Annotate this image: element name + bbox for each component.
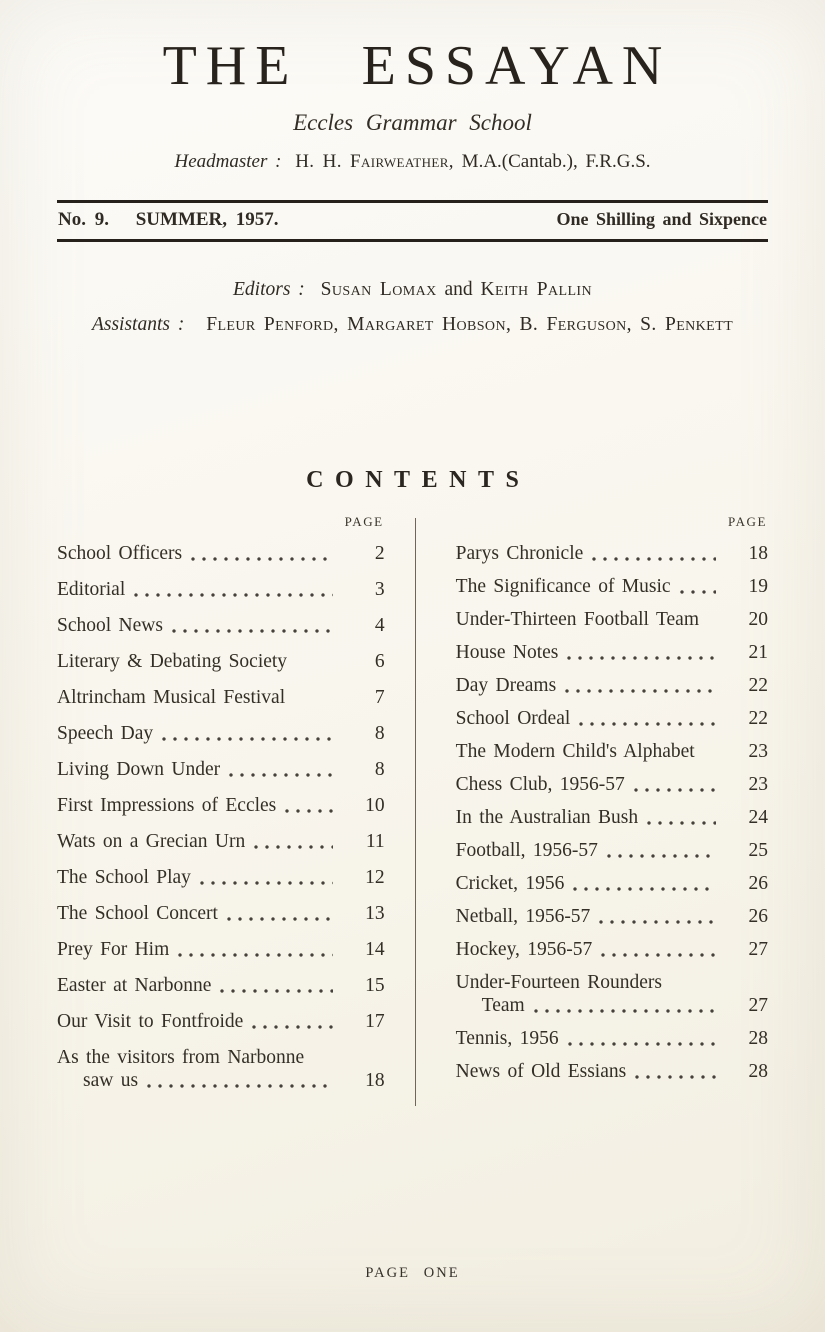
toc-entry-page: 11 [365,831,385,852]
toc-entry-title: Editorial [57,579,126,600]
page-footer: PAGE ONE [365,1265,460,1281]
toc-entry-page: 10 [365,795,385,816]
toc-entry-page: 28 [748,1061,768,1082]
editor-name-2: Keith Pallin [480,279,592,300]
toc-entry-title: Chess Club, 1956-57 [455,774,625,795]
toc-entry [57,1070,385,1092]
page-column-label-left: PAGE [344,514,384,529]
toc-entry-title: The School Play [57,867,191,888]
toc-entry-title: Easter at Narbonne [57,975,212,996]
toc-entry-title: Parys Chronicle [455,543,584,564]
toc-entry-title: saw us [83,1070,139,1091]
toc-entry-title: House Notes [455,642,559,663]
toc-leader-dots [567,656,716,660]
editors-label: Editors : [233,279,305,300]
toc-entry-title: School News [57,615,163,636]
toc-entry-title: Our Visit to Fontfroide [57,1011,244,1032]
toc-entry-page: 26 [748,906,768,927]
toc-entry [456,807,768,829]
toc-entry-title: Under-Fourteen Rounders [455,972,662,993]
toc-entry-page: 4 [374,615,385,636]
toc-entry-title: Cricket, 1956 [455,873,565,894]
toc-leader-dots [680,590,716,594]
toc-entry-title: The School Concert [57,903,218,924]
toc-leader-dots [565,689,716,693]
toc-entry [456,1028,768,1050]
headmaster-label: Headmaster : [174,151,282,172]
editor-name-1: Susan Lomax [320,279,437,300]
toc-leader-dots [229,773,333,777]
assistants-label: Assistants : [91,314,185,335]
contents-table [57,514,768,1106]
toc-leader-dots [601,953,716,957]
toc-entry-page: 27 [748,939,768,960]
toc-entry-page: 8 [374,759,385,780]
toc-entry-title: First Impressions of Eccles [57,795,277,816]
toc-entry [456,972,768,994]
contents-right-rows [456,543,768,1083]
toc-entry-page: 21 [748,642,768,663]
toc-leader-dots [191,557,333,561]
toc-entry-title: Team [481,995,525,1016]
toc-entry [456,543,768,565]
toc-entry [57,903,385,925]
toc-entry-page: 22 [748,675,768,696]
toc-entry [456,939,768,961]
toc-leader-dots [227,917,333,921]
headmaster-line [0,151,825,173]
toc-entry-page: 13 [365,903,385,924]
issue-bar [57,200,768,242]
issue-number: No. 9. [58,209,109,230]
contents-left-column [57,514,415,1106]
toc-entry [456,1061,768,1083]
toc-entry-page: 22 [748,708,768,729]
toc-entry [456,906,768,928]
toc-entry [456,995,768,1017]
toc-entry [57,579,385,601]
issue-number-season [58,209,279,231]
toc-entry-title: School Officers [57,543,183,564]
toc-entry-page: 2 [374,543,385,564]
toc-entry-page: 8 [374,723,385,744]
assistant-names: Fleur Penford, Margaret Hobson, B. Ferguson, S. Penkett [206,314,734,335]
toc-entry-page: 19 [748,576,768,597]
assistants-line [0,314,825,336]
toc-leader-dots [647,821,716,825]
toc-entry-title: The Modern Child's Alphabet [455,741,695,762]
toc-entry-title: Altrincham Musical Festival [57,687,286,708]
issue-price: One Shilling and Sixpence [556,209,767,229]
toc-entry [456,609,768,631]
school-name: Eccles Grammar School [293,110,532,135]
toc-leader-dots [172,629,333,633]
toc-leader-dots [178,953,332,957]
magazine-title: THE ESSAYAN [162,35,672,97]
contents-right-column [416,514,768,1106]
toc-entry [456,675,768,697]
toc-entry-page: 20 [748,609,768,630]
toc-entry-page: 12 [365,867,385,888]
toc-entry [456,873,768,895]
toc-entry-title: Under-Thirteen Football Team [455,609,699,630]
editors-conjunction: and [444,279,473,300]
headmaster-honours: M.A.(Cantab.), F.R.G.S. [461,151,651,172]
toc-entry [456,642,768,664]
toc-leader-dots [147,1084,333,1088]
toc-entry [456,840,768,862]
toc-entry [456,774,768,796]
staff-block [0,279,825,336]
masthead [0,0,825,173]
toc-entry [57,795,385,817]
toc-entry-page: 6 [374,651,385,672]
toc-entry-page: 28 [748,1028,768,1049]
toc-entry [456,708,768,730]
toc-leader-dots [607,854,716,858]
toc-leader-dots [162,737,332,741]
toc-entry-page: 23 [748,741,768,762]
toc-entry-page: 7 [374,687,385,708]
toc-entry [57,651,385,673]
toc-entry-title: Literary & Debating Society [57,651,288,672]
headmaster-name: H. H. Fairweather, [295,151,454,172]
toc-entry-title: The Significance of Music [455,576,671,597]
toc-leader-dots [592,557,716,561]
toc-leader-dots [579,722,716,726]
toc-entry-title: Living Down Under [57,759,221,780]
toc-entry [57,687,385,709]
toc-entry-page: 24 [748,807,768,828]
toc-entry [57,1011,385,1033]
toc-entry [57,723,385,745]
toc-entry-page: 17 [365,1011,385,1032]
toc-entry-title: As the visitors from Narbonne [57,1047,305,1068]
toc-entry-page: 18 [365,1070,385,1091]
toc-leader-dots [200,881,333,885]
toc-leader-dots [635,1075,716,1079]
toc-entry-page: 15 [365,975,385,996]
toc-entry [456,576,768,598]
toc-entry-title: Tennis, 1956 [455,1028,559,1049]
toc-leader-dots [285,809,332,813]
toc-entry-page: 18 [748,543,768,564]
toc-leader-dots [254,845,332,849]
toc-entry-title: Day Dreams [455,675,557,696]
toc-entry-title: Netball, 1956-57 [455,906,591,927]
toc-entry [57,939,385,961]
page-column-label-right: PAGE [728,514,767,529]
toc-entry-page: 25 [748,840,768,861]
toc-entry [456,741,768,763]
toc-leader-dots [534,1009,716,1013]
toc-entry-title: In the Australian Bush [455,807,639,828]
toc-entry [57,831,385,853]
editors-line [0,279,825,301]
toc-entry-title: Prey For Him [57,939,170,960]
toc-leader-dots [568,1042,716,1046]
toc-entry-title: School Ordeal [455,708,571,729]
toc-entry [57,975,385,997]
toc-entry-title: Wats on a Grecian Urn [57,831,246,852]
toc-leader-dots [573,887,716,891]
toc-entry-page: 26 [748,873,768,894]
toc-entry [57,615,385,637]
toc-entry-page: 3 [374,579,385,600]
toc-entry-title: Hockey, 1956-57 [455,939,593,960]
toc-entry-page: 23 [748,774,768,795]
toc-entry-page: 14 [365,939,385,960]
toc-entry [57,867,385,889]
toc-entry-title: Football, 1956-57 [455,840,598,861]
toc-entry-page: 27 [748,995,768,1016]
toc-leader-dots [220,989,332,993]
toc-entry [57,759,385,781]
toc-entry [57,543,385,565]
toc-leader-dots [634,788,716,792]
toc-entry-title: Speech Day [57,723,154,744]
toc-entry-title: News of Old Essians [455,1061,627,1082]
toc-entry [57,1047,385,1069]
toc-leader-dots [134,593,332,597]
toc-leader-dots [599,920,716,924]
contents-heading: CONTENTS [306,467,531,493]
issue-season: SUMMER, 1957. [135,209,279,230]
toc-leader-dots [252,1025,332,1029]
contents-left-rows [57,543,385,1092]
